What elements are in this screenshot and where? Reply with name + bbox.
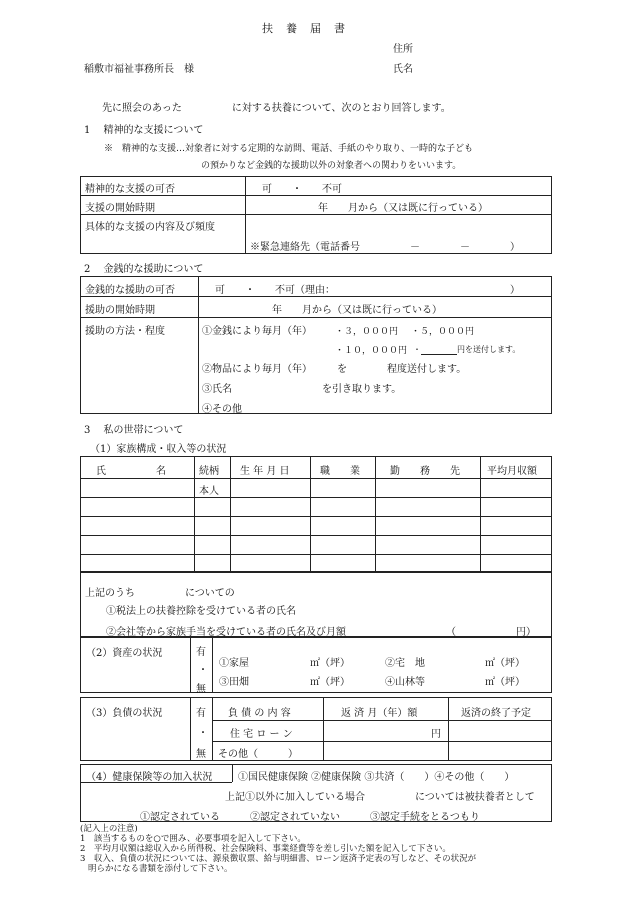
col-occupation: 職 業 xyxy=(320,466,360,477)
s2-method3: ③氏名 を引き取ります。 xyxy=(202,384,402,395)
insurance-label: （4）健康保険等の加入状況 xyxy=(86,772,213,783)
s1-row1-value: 可 ・ 不可 xyxy=(262,184,342,195)
col-relation: 続柄 xyxy=(199,466,219,477)
s2-amount-custom: ・ 円を送付します。 xyxy=(413,345,521,354)
section3-sub1: （1）家族構成・収入等の状況 xyxy=(90,444,227,455)
section1-heading: 1 精神的な支援について xyxy=(84,125,204,136)
s2-row1-label: 金銭的な援助の可否 xyxy=(85,285,175,296)
s2-row2-value: 年 月から（又は既に行っている） xyxy=(272,305,442,316)
debt-yen: 円 xyxy=(431,729,441,740)
asset-land-unit: ㎡（坪） xyxy=(485,658,525,669)
s2-amount-5000: ・５，０００円 xyxy=(411,327,475,337)
s2-row2-label: 援助の開始時期 xyxy=(85,305,155,316)
col-workplace: 勤 務 先 xyxy=(390,466,460,477)
s2-method1: ①金銭により毎月（年） xyxy=(202,326,312,337)
page-title: 扶 養 届 書 xyxy=(262,22,346,35)
debt-other: その他（ ） xyxy=(218,749,298,760)
self-relation: 本人 xyxy=(199,486,219,497)
note-2: 2 平均月収額は総収入から所得税、社会保険料、事業経費等を差し引いた額を記入して下さい。 xyxy=(80,844,451,854)
assets-dot: ・ xyxy=(198,665,208,676)
insurance-dependency-status: ①認定されている ②認定されていない ③認定手続をとるつもり xyxy=(140,812,480,823)
debt-col-end: 返済の終了予定 xyxy=(461,708,531,719)
insurance-options: ①国民健康保険 ②健康保険 ③共済（ ）④その他（ ） xyxy=(238,772,515,783)
asset-field-unit: ㎡（坪） xyxy=(310,677,350,688)
debts-no: 無 xyxy=(196,749,206,760)
note-3a: 3 収入、負債の状況については、源泉徴収票、給与明細書、ローン返済予定表の写しなど、その状況が xyxy=(80,854,477,864)
insurance-other-coverage: 上記①以外に加入している場合 については被扶養者として xyxy=(225,792,535,803)
name-label: 氏名 xyxy=(393,64,413,75)
asset-forest: ④山林等 xyxy=(385,677,425,688)
s2-amount-10000: ・１０，０００円 xyxy=(335,346,408,356)
col-birthdate: 生 年 月 日 xyxy=(240,466,290,477)
asset-forest-unit: ㎡（坪） xyxy=(485,677,525,688)
s2-row1-value: 可 ・ 不可（理由： ） xyxy=(215,285,520,296)
intro-text: 先に照会のあった に対する扶養について、次のとおり回答します。 xyxy=(102,103,451,114)
debt-col-amount: 返 済 月（年）額 xyxy=(341,708,418,719)
section2-heading: 2 金銭的な援助について xyxy=(84,264,204,275)
s1-row2-value: 年 月から（又は既に行っている） xyxy=(318,203,488,214)
assets-no: 無 xyxy=(196,684,206,695)
debt-home-loan: 住 宅 ロ ー ン xyxy=(230,729,293,740)
s2-row3-label: 援助の方法・程度 xyxy=(85,326,165,337)
note-3b: 明らかになる書類を添付して下さい。 xyxy=(88,864,233,874)
notes-heading: (記入上の注意) xyxy=(80,824,138,834)
note-1: 1 該当するものを○で囲み、必要事項を記入して下さい。 xyxy=(80,834,306,844)
asset-field: ③田畑 xyxy=(219,677,249,688)
asset-house-unit: ㎡（坪） xyxy=(310,658,350,669)
assets-yes: 有 xyxy=(196,647,206,658)
asset-house: ①家屋 xyxy=(219,658,249,669)
assets-label: （2）資産の状況 xyxy=(86,648,163,659)
section1-note-line1: ※ 精神的な支援…対象者に対する定期的な訪問、電話、手紙のやり取り、一時的な子ども xyxy=(104,144,474,154)
family-allowance-label: ②会社等から家族手当を受けている者の氏名及び月額 xyxy=(106,627,346,638)
family-allowance-yen: （ 円） xyxy=(446,627,536,638)
s2-amount-3000: ・３，０００円 xyxy=(335,327,399,337)
s2-method4: ④その他 xyxy=(202,404,242,415)
col-name: 氏 名 xyxy=(96,466,166,477)
s1-row1-label: 精神的な支援の可否 xyxy=(85,184,175,195)
debts-label: （3）負債の状況 xyxy=(86,708,163,719)
asset-land: ②宅 地 xyxy=(385,658,425,669)
s2-method2: ②物品により毎月（年） を 程度送付します。 xyxy=(202,364,467,375)
col-income: 平均月収額 xyxy=(487,466,537,477)
addressee: 稲敷市福祉事務所長 様 xyxy=(84,64,194,75)
section1-note-line2: の預かりなど金銭的な援助以外の対象者への関わりをいいます。 xyxy=(201,161,462,171)
s1-emergency-contact: ※緊急連絡先（電話番号 － － ） xyxy=(250,242,520,253)
debts-yes: 有 xyxy=(196,708,206,719)
section3-heading: 3 私の世帯について xyxy=(84,425,184,436)
above-label: 上記のうち についての xyxy=(85,588,235,599)
s1-row2-label: 支援の開始時期 xyxy=(85,203,155,214)
tax-deduction-label: ①税法上の扶養控除を受けている者の氏名 xyxy=(106,606,296,617)
address-label: 住所 xyxy=(393,44,413,55)
debts-dot: ・ xyxy=(198,728,208,739)
debt-col-content: 負 債 の 内 容 xyxy=(228,708,291,719)
s1-row3-label: 具体的な支援の内容及び頻度 xyxy=(85,222,215,233)
